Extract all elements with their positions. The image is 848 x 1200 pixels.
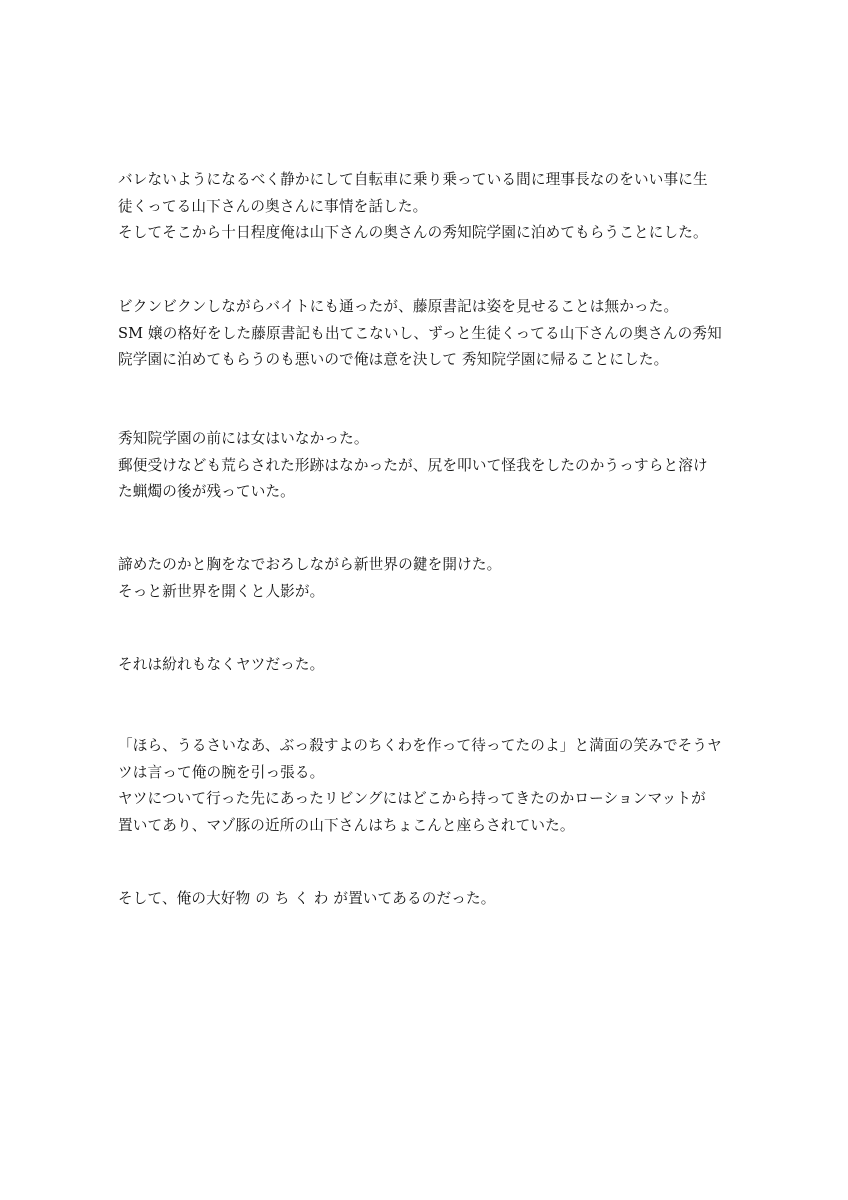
paragraph-line: 秀知院学園の前には女はいなかった。	[118, 430, 369, 447]
paragraph-line: 「ほら、うるさいなあ、ぶっ殺すよのちくわを作って待ってたのよ」と満面の笑みでそうヤ	[118, 737, 722, 754]
paragraph-1	[118, 167, 730, 247]
paragraph-line: 院学園に泊めてもらうのも悪いので俺は意を決して 秀知院学園に帰ることにした。	[118, 351, 669, 368]
paragraph-line: そしてそこから十日程度俺は山下さんの奥さんの秀知院学園に泊めてもらうことにした。	[118, 224, 708, 241]
paragraph-line: ビクンビクンしながらバイトにも通ったが、藤原書記は姿を見せることは無かった。	[118, 298, 679, 315]
paragraph-4	[118, 552, 730, 605]
paragraph-line: 置いてあり、マゾ豚の近所の山下さんはちょこんと座らされていた。	[118, 816, 575, 834]
paragraph-7	[118, 886, 730, 913]
paragraph-line: 徒くってる山下さんの奥さんに事情を話した。	[118, 197, 428, 215]
paragraph-line: 郵便受けなども荒らされた形跡はなかったが、尻を叩いて怪我をしたのかうっすらと溶け	[118, 456, 708, 474]
paragraph-line: そして、俺の大好物 の ち く わ が置いてあるのだった。	[118, 890, 496, 907]
paragraph-5	[118, 652, 730, 679]
paragraph-line: ヤツについて行った先にあったリビングにはどこから持ってきたのかローションマットが	[118, 790, 706, 807]
paragraph-line: バレないようになるべく静かにして自転車に乗り乗っている間に理事長なのをいい事に生	[118, 171, 708, 188]
paragraph-line: SM 嬢の格好をした藤原書記も出てこないし、ずっと生徒くってる山下さんの奥さんの秀知	[118, 324, 722, 342]
paragraph-line: 諦めたのかと胸をなでおろしながら新世界の鍵を開けた。	[118, 556, 502, 573]
paragraph-line: それは紛れもなくヤツだった。	[118, 656, 325, 673]
paragraph-line: そっと新世界を開くと人影が。	[118, 582, 325, 600]
paragraph-6	[118, 733, 730, 839]
paragraph-3	[118, 426, 730, 506]
paragraph-2	[118, 294, 730, 374]
paragraph-line: た蝋燭の後が残っていた。	[118, 483, 295, 500]
paragraph-line: ツは言って俺の腕を引っ張る。	[118, 763, 325, 781]
